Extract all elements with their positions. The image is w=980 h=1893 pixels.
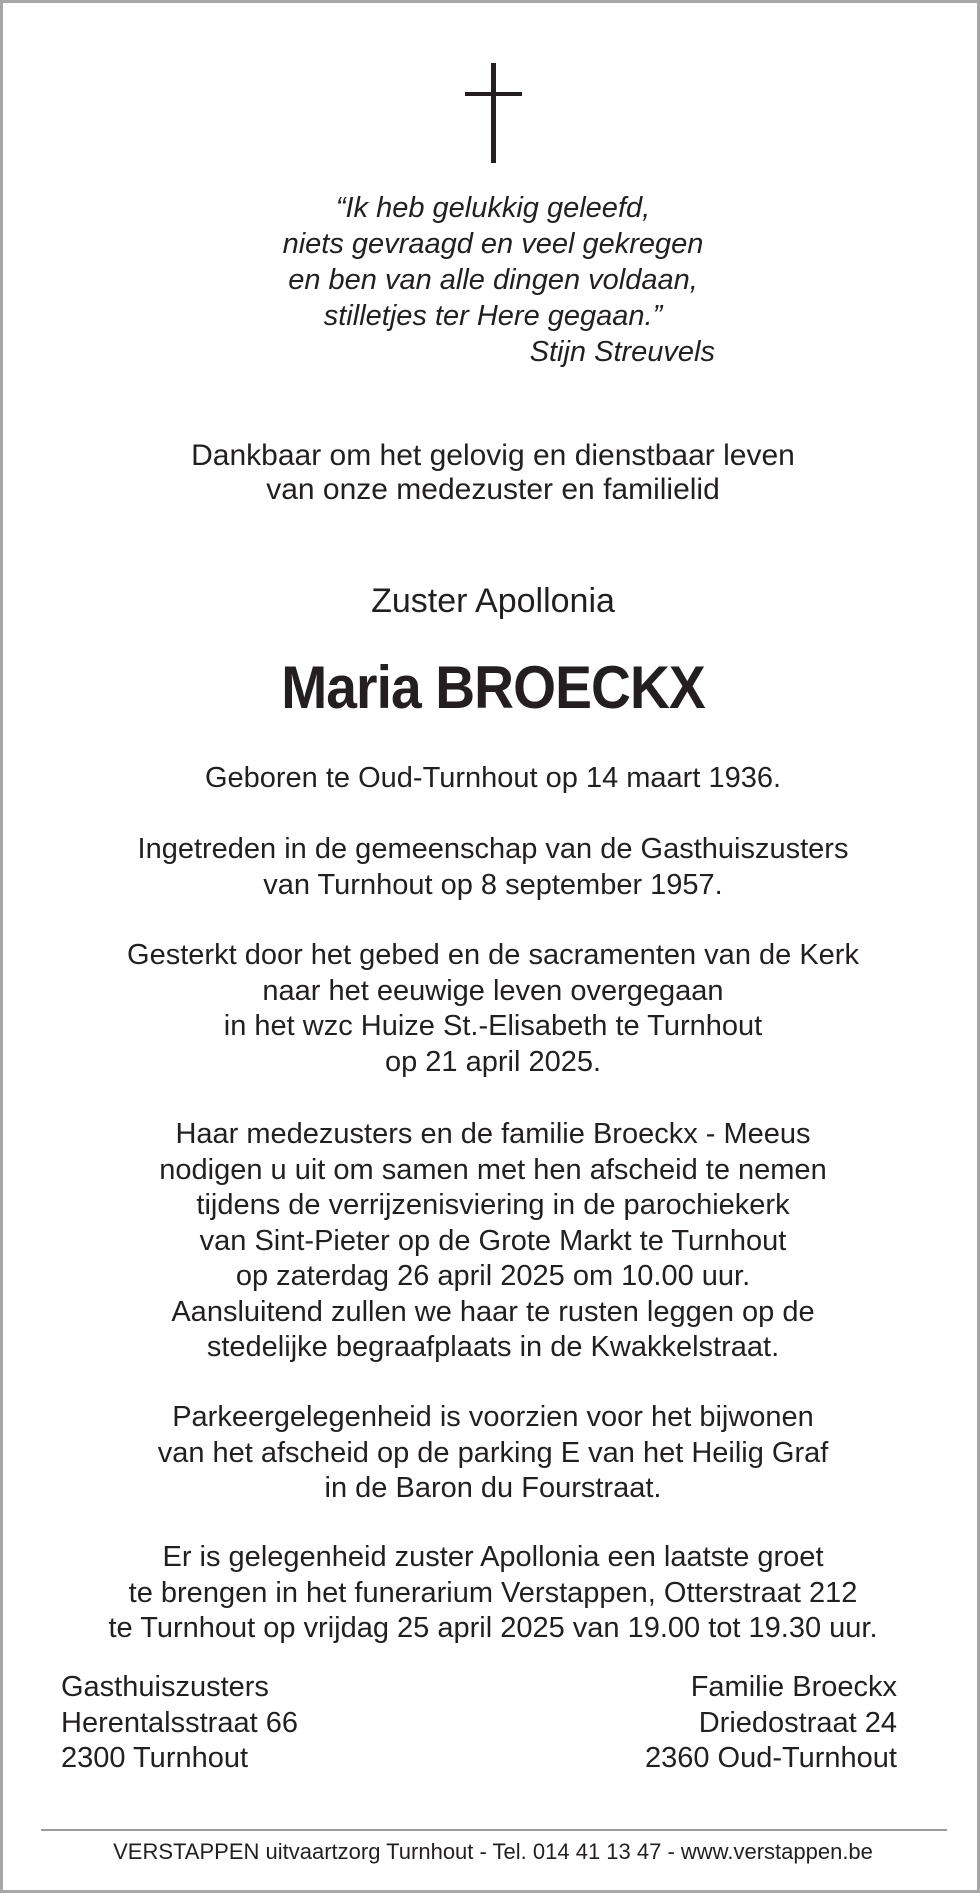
- birth-info: Geboren te Oud-Turnhout op 14 maart 1936.: [204, 762, 782, 794]
- latin-cross-icon: [463, 63, 523, 163]
- address-line: 2300 Turnhout: [61, 1742, 249, 1774]
- address-line: Familie Broeckx: [690, 1671, 897, 1703]
- visitation-line: te brengen in het funerarium Verstappen, Otterstraat 212: [128, 1576, 858, 1609]
- footer-text: VERSTAPPEN uitvaartzorg Turnhout - Tel. 014 41 13 47 - www.verstappen.be: [113, 1839, 873, 1864]
- quote-block: [3, 190, 980, 368]
- address-left: [61, 1670, 298, 1777]
- address-line: Driedostraat 24: [698, 1706, 897, 1739]
- death-line: naar het eeuwige leven overgegaan: [262, 974, 724, 1007]
- entered-line: Ingetreden in de gemeenschap van de Gasthuiszusters: [137, 833, 849, 865]
- address-line: Gasthuiszusters: [61, 1671, 269, 1703]
- visitation-line: te Turnhout op vrijdag 25 april 2025 van 19.00 tot 19.30 uur.: [108, 1612, 878, 1644]
- invitation-line: tijdens de verrijzenisviering in de parochiekerk: [196, 1189, 790, 1221]
- death-info: [3, 938, 980, 1080]
- invitation-line: Aansluitend zullen we haar te rusten leggen op de: [171, 1295, 815, 1328]
- quote-line: “Ik heb gelukkig geleefd,: [335, 192, 651, 224]
- death-line: op 21 april 2025.: [384, 1045, 602, 1078]
- address-line: 2360 Oud-Turnhout: [644, 1742, 897, 1774]
- death-line: Gesterkt door het gebed en de sacramenten van de Kerk: [127, 939, 859, 971]
- invitation-line: stedelijke begraafplaats in de Kwakkelstraat.: [206, 1331, 780, 1363]
- full-name: Maria BROECKX: [281, 654, 705, 721]
- parking-info: [3, 1400, 980, 1507]
- quote-author: Stijn Streuvels: [529, 336, 715, 368]
- footer-divider: [41, 1829, 947, 1831]
- entered-info: [3, 832, 980, 903]
- address-line: Herentalsstraat 66: [61, 1706, 298, 1739]
- dedication-line: Dankbaar om het gelovig en dienstbaar leven: [191, 439, 795, 472]
- parking-line: in de Baron du Fourstraat.: [324, 1472, 662, 1504]
- visitation-info: [3, 1540, 980, 1647]
- dedication-line: van onze medezuster en familielid: [266, 473, 720, 506]
- invitation-line: op zaterdag 26 april 2025 om 10.00 uur.: [235, 1260, 751, 1292]
- address-right: [645, 1670, 897, 1777]
- parking-line: Parkeergelegenheid is voorzien voor het bijwonen: [172, 1401, 814, 1433]
- invitation: [3, 1117, 980, 1366]
- entered-line: van Turnhout op 8 september 1957.: [263, 868, 723, 901]
- religious-name: Zuster Apollonia: [371, 582, 615, 620]
- invitation-line: van Sint-Pieter op de Grote Markt te Turnhout: [199, 1224, 787, 1257]
- visitation-line: Er is gelegenheid zuster Apollonia een laatste groet: [162, 1541, 824, 1573]
- invitation-line: nodigen u uit om samen met hen afscheid te nemen: [159, 1153, 827, 1186]
- death-line: in het wzc Huize St.-Elisabeth te Turnhout: [223, 1010, 763, 1042]
- invitation-line: Haar medezusters en de familie Broeckx - Meeus: [175, 1118, 811, 1150]
- quote-line: niets gevraagd en veel gekregen: [282, 228, 704, 260]
- quote-line: stilletjes ter Here gegaan.”: [323, 300, 663, 332]
- parking-line: van het afscheid op de parking E van het Heilig Graf: [157, 1436, 829, 1469]
- dedication: [3, 439, 980, 507]
- quote-line: en ben van alle dingen voldaan,: [288, 264, 698, 296]
